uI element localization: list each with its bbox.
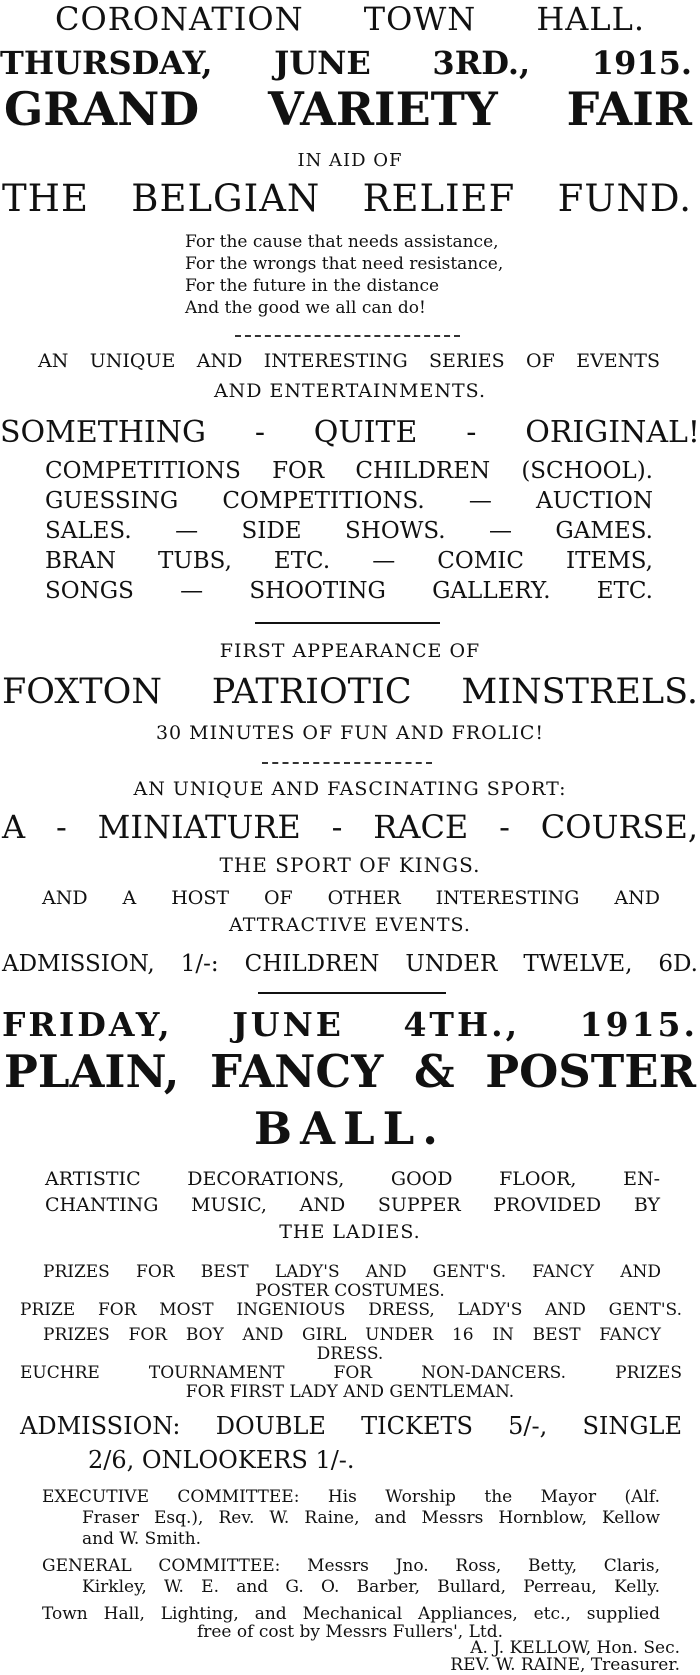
committee-line: Fraser Esq.), Rev. W. Raine, and Messrs Hornblow, Kellow — [82, 1508, 660, 1528]
poem-line: For the wrongs that need resistance, — [185, 254, 504, 274]
divider — [258, 992, 446, 994]
in-aid-label: IN AID OF — [297, 150, 403, 171]
minstrels-heading: FOXTON PATRIOTIC MINSTRELS. — [2, 672, 698, 712]
sport-of-kings: THE SPORT OF KINGS. — [219, 853, 481, 877]
committee-line: and W. Smith. — [82, 1529, 202, 1549]
prizes-line: PRIZE FOR MOST INGENIOUS DRESS, LADY'S AND GENT'S. — [20, 1300, 682, 1320]
ball-title-line-1: PLAIN, FANCY & POSTER — [4, 1045, 696, 1098]
ball-title-line-2: BALL. — [254, 1102, 446, 1155]
series-line-2: AND ENTERTAINMENTS. — [213, 380, 487, 402]
admission-friday-line-1: ADMISSION: DOUBLE TICKETS 5/-, SINGLE — [20, 1412, 682, 1440]
minstrels-intro: FIRST APPEARANCE OF — [219, 640, 481, 662]
decorations-line: CHANTING MUSIC, AND SUPPER PROVIDED BY — [45, 1194, 660, 1216]
series-line-1: AN UNIQUE AND INTERESTING SERIES OF EVENTS — [38, 350, 660, 372]
competitions-line: GUESSING COMPETITIONS. — AUCTION — [45, 488, 653, 514]
competitions-line: BRAN TUBS, ETC. — COMIC ITEMS, — [45, 548, 653, 574]
competitions-line: SONGS — SHOOTING GALLERY. ETC. — [45, 578, 653, 604]
admission-thursday: ADMISSION, 1/-: CHILDREN UNDER TWELVE, 6D. — [2, 951, 698, 977]
admission-friday-line-2: 2/6, ONLOOKERS 1/-. — [88, 1446, 355, 1474]
prizes-line: FOR FIRST LADY AND GENTLEMAN. — [185, 1382, 515, 1402]
prizes-line: EUCHRE TOURNAMENT FOR NON-DANCERS. PRIZES — [20, 1363, 682, 1383]
poem-line: For the cause that needs assistance, — [185, 232, 499, 252]
prizes-line: POSTER COSTUMES. — [255, 1281, 445, 1301]
host-line-1: AND A HOST OF OTHER INTERESTING AND — [42, 887, 660, 909]
competitions-line: SALES. — SIDE SHOWS. — GAMES. — [45, 518, 653, 544]
race-course-heading: A - MINIATURE - RACE - COURSE, — [2, 808, 698, 846]
divider — [235, 335, 460, 337]
venue-heading: CORONATION TOWN HALL. — [55, 0, 645, 38]
prizes-line: PRIZES FOR BEST LADY'S AND GENT'S. FANCY AND — [43, 1262, 661, 1282]
minstrels-subtitle: 30 MINUTES OF FUN AND FROLIC! — [155, 722, 545, 744]
decorations-line: THE LADIES. — [279, 1221, 421, 1243]
original-heading: SOMETHING - QUITE - ORIGINAL! — [0, 415, 700, 450]
event-title-1: GRAND VARIETY FAIR — [4, 82, 692, 136]
fund-heading: THE BELGIAN RELIEF FUND. — [2, 177, 692, 220]
divider — [255, 622, 440, 624]
prizes-line: PRIZES FOR BOY AND GIRL UNDER 16 IN BEST FANCY — [43, 1325, 661, 1345]
prizes-line: DRESS. — [316, 1344, 384, 1364]
decorations-line: ARTISTIC DECORATIONS, GOOD FLOOR, EN- — [45, 1168, 660, 1190]
secretary-signature: A. J. KELLOW, Hon. Sec. — [470, 1638, 680, 1658]
treasurer-signature: REV. W. RAINE, Treasurer. — [450, 1655, 680, 1675]
committee-line: EXECUTIVE COMMITTEE: His Worship the Mayor (Alf. — [42, 1487, 660, 1507]
committee-line: Kirkley, W. E. and G. O. Barber, Bullard, Perreau, Kelly. — [82, 1577, 660, 1597]
poem-line: For the future in the distance — [185, 276, 440, 296]
divider — [262, 762, 432, 764]
hall-line: Town Hall, Lighting, and Mechanical Appliances, etc., supplied — [42, 1604, 660, 1624]
committee-line: GENERAL COMMITTEE: Messrs Jno. Ross, Betty, Claris, — [42, 1556, 660, 1576]
host-line-2: ATTRACTIVE EVENTS. — [229, 914, 471, 936]
sport-intro: AN UNIQUE AND FASCINATING SPORT: — [133, 778, 567, 800]
poem-line: And the good we all can do! — [185, 298, 426, 318]
hall-line: free of cost by Messrs Fullers', Ltd. — [196, 1622, 504, 1642]
date-heading-1: THURSDAY, JUNE 3RD., 1915. — [0, 44, 692, 82]
date-heading-2: FRIDAY, JUNE 4TH., 1915. — [2, 1005, 698, 1044]
competitions-line: COMPETITIONS FOR CHILDREN (SCHOOL). — [45, 458, 653, 484]
